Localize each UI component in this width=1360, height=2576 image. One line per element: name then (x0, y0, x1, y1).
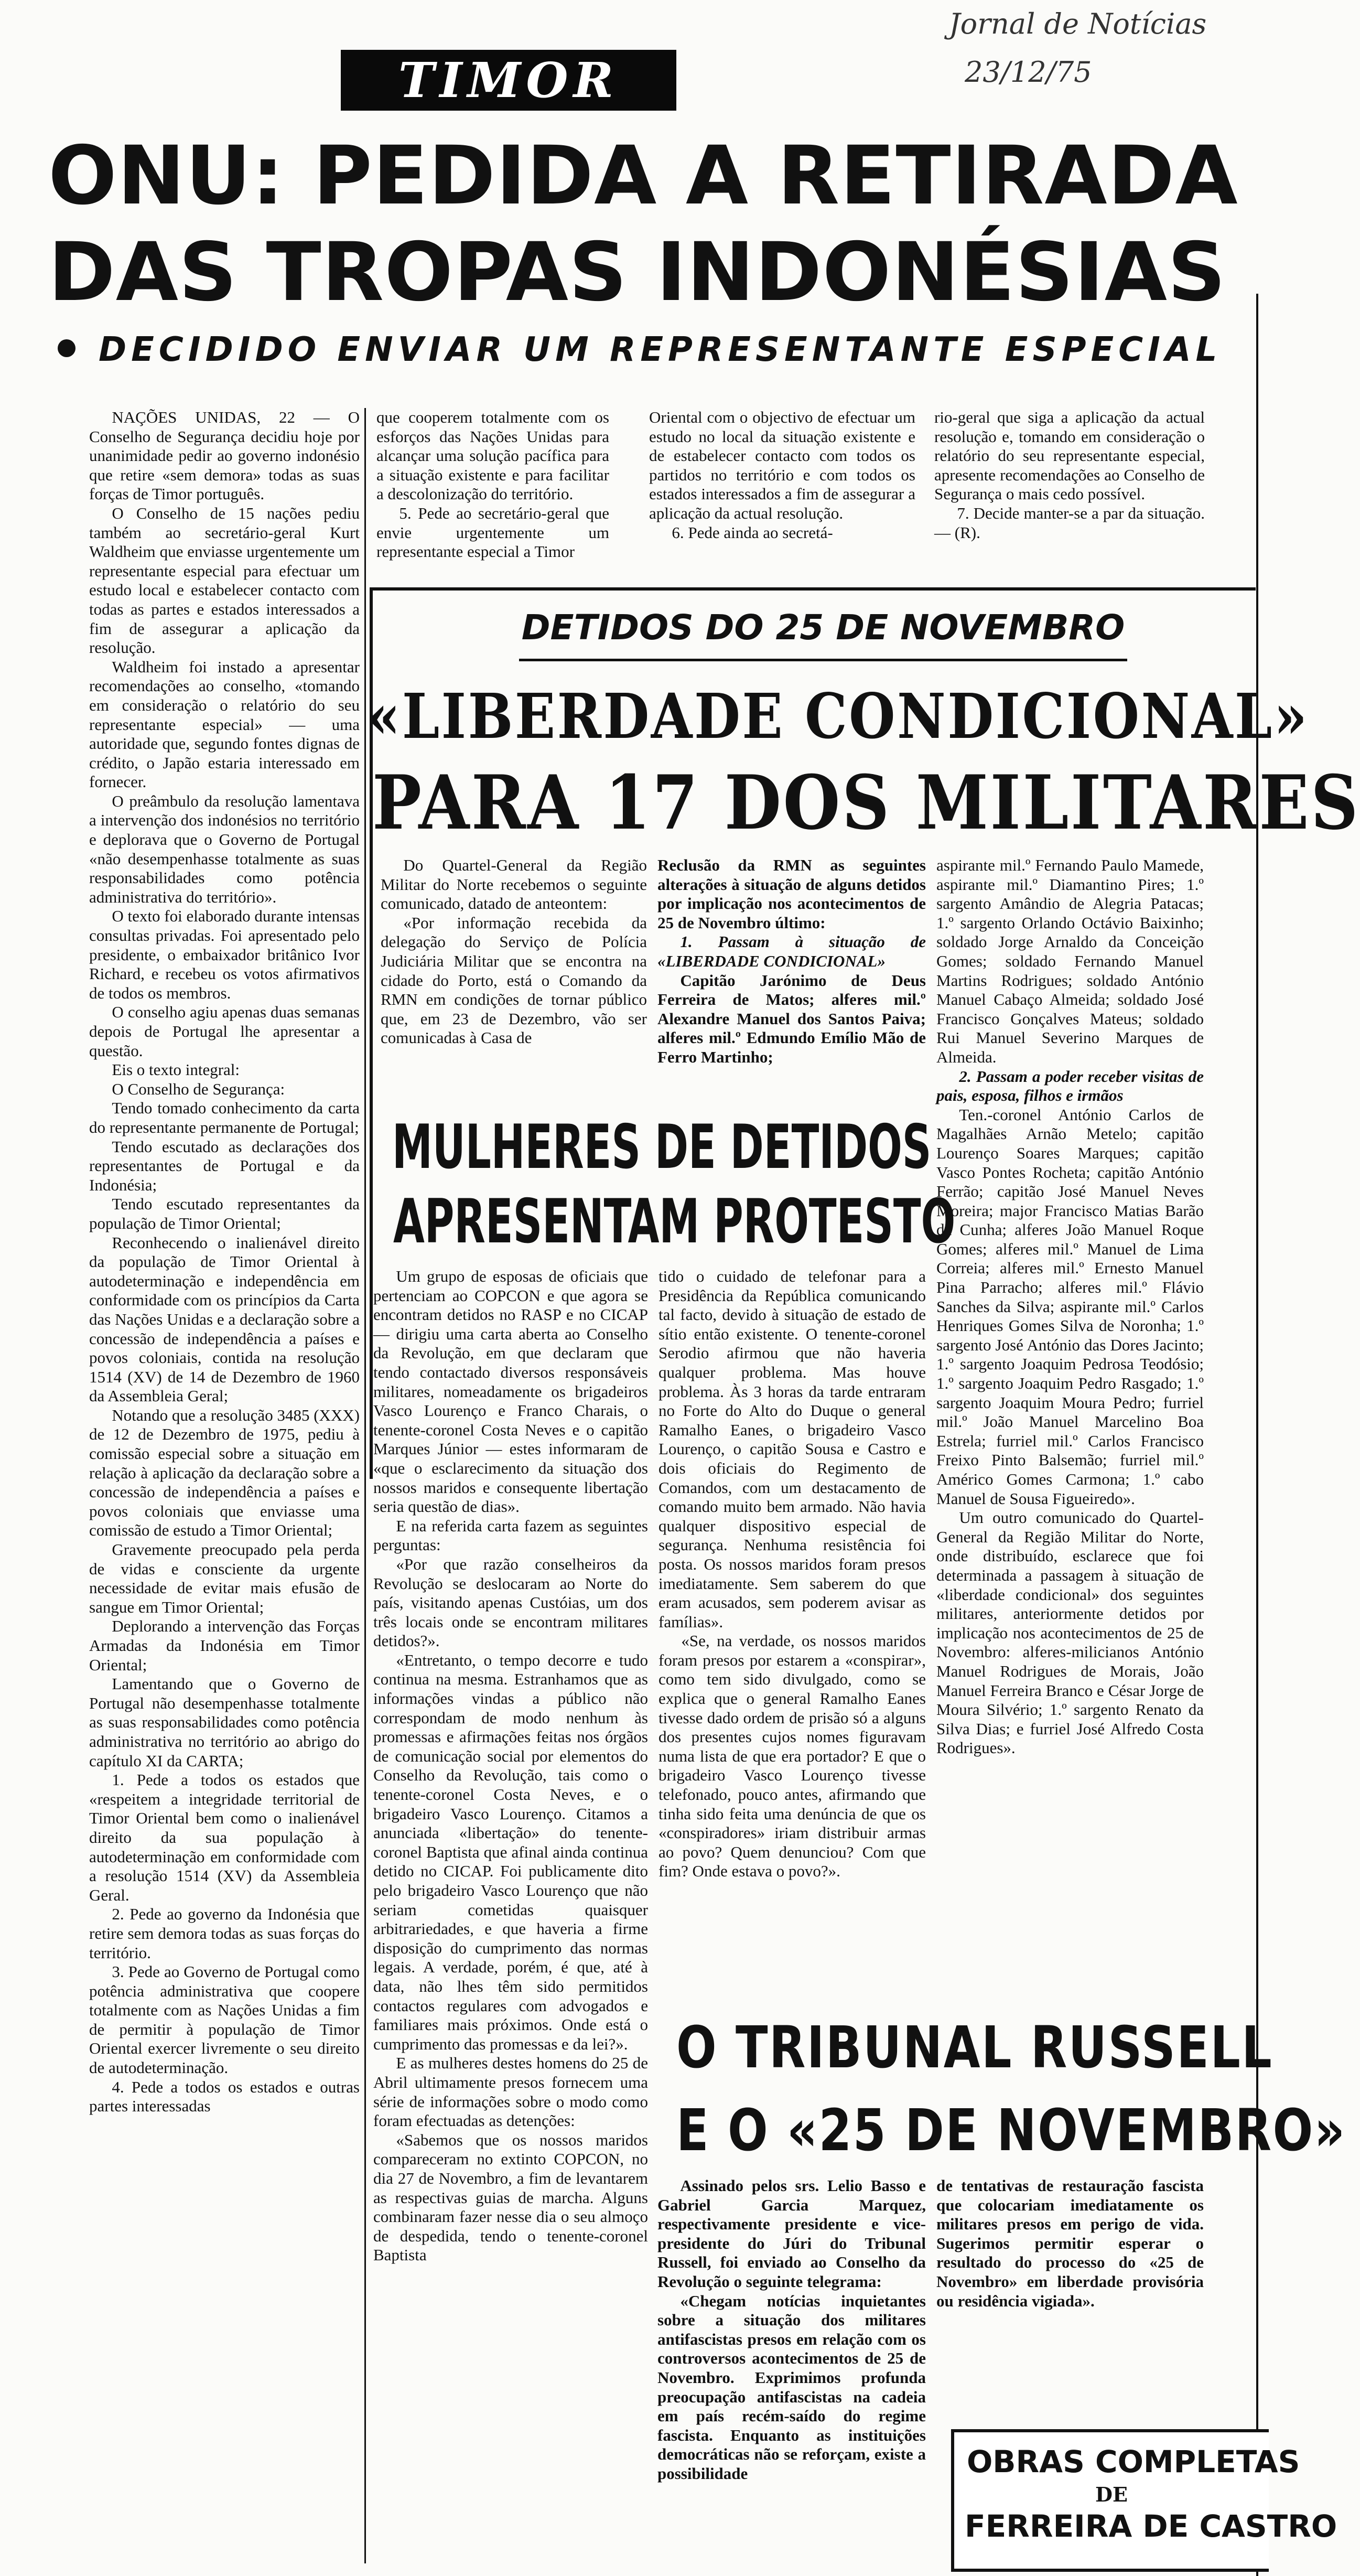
article2-col1-para: Do Quartel-General da Região Militar do Norte recebemos o seguinte comunicado, datado de anteontem: (381, 856, 647, 913)
article4-headline-line2: E O «25 DE NOVEMBRO» (676, 2097, 1346, 2164)
article2-col2-names: Capitão Jarónimo de Deus Ferreira de Matos; alferes mil.º Alexandre Manuel dos Santos Paiva; alferes mil.º Edmundo Emílio Mão de Ferro Martinho; (657, 971, 926, 1066)
advert-line1: OBRAS COMPLETAS (967, 2444, 1300, 2480)
article2-col3-para: Um outro comunicado do Quartel-General da Região Militar do Norte, onde distribuído, esclarece que foi determinada a passagem à situação de «liberdade condicional» dos seguintes militares, anteriormente detidos por implicação nos acontecimentos de 25 de Novembro: alferes-milicianos António Manuel Rodrigues de Morais, João Manuel Ferreira Branco e César Jorge de Moura Silvério; 1.º sargento Renato da Silva Dias; e furriel José Alfredo Costa Rodrigues». (936, 1508, 1204, 1757)
article2-col2-para: Reclusão da RMN as seguintes alterações à situação de alguns detidos por implicação nos acontecimentos de 25 de Novembro último: (657, 856, 926, 932)
article1-col1-para: O Conselho de 15 nações pediu também ao secretário-geral Kurt Waldheim que enviasse urgentemente um representante especial para efectuar um estudo local e estabelecer contacto com todas as partes e estados interessados a fim de assegurar a aplicação da resolução. (89, 503, 360, 657)
article1-col1-para: Gravemente preocupado pela perda de vidas e consciente da urgente necessidade de evitar mais efusão de sangue em Timor Oriental; (89, 1540, 360, 1616)
page-edge-rule (1256, 294, 1258, 2576)
article1-col3-para: 6. Pede ainda ao secretá- (672, 523, 833, 542)
article4-col1-para: «Chegam notícias inquietantes sobre a situação dos militares antifascistas presos em relação com os controversos acontecimentos de 25 de Novembro. Exprimimos profunda preocupação antifascistas na cadeia em país recém-saído do regime fascista. Enquanto as instituições democráticas não se reforçam, existe a possibilidade (657, 2291, 926, 2483)
column-divider (364, 408, 366, 2563)
handwritten-date-note: 23/12/75 (965, 56, 1092, 89)
article1-col4-para: rio-geral que siga a aplicação da actual resolução e, tomando em consideração o relatório do seu representante especial, apresente recomendações ao Conselho de Segurança o mais cedo possível. (934, 408, 1205, 503)
article1-headline-line2: DAS TROPAS INDONÉSIAS (48, 226, 1226, 319)
article3-col2-para: tido o cuidado de telefonar para a Presidência da República comunicando tal facto, devido à situação de estado de sítio então existente. O tenente-coronel Serodio afirmou que não haveria qualquer problema. Mas houve problema. Às 3 horas da tarde entraram no Forte do Alto do Duque o general Ramalho Eanes, o brigadeiro Vasco Lourenço, o capitão Sousa e Castro e dois oficiais do Regimento de Comandos, com um destacamento de comando muito bem armado. Não havia qualquer dispositivo especial de segurança. Nenhuma resistência foi posta. Os nossos maridos foram presos imediatamente. Sem saberem do que eram acusados, sem poderem avisar as famílias». (659, 1267, 926, 1631)
article1-col1-para: Notando que a resolução 3485 (XXX) de 12 de Dezembro de 1975, pediu à comissão especial sobre a situação em relação à aplicação da declaração sobre a concessão de independência a países e povos coloniais que enviasse uma comissão de estudo a Timor Oriental; (89, 1405, 360, 1540)
article1-col1-para: O preâmbulo da resolução lamentava a intervenção dos indonésios no território e deplorava que o Governo de Portugal «não desempenhasse totalmente as suas responsabilidades como potência administrativa do território». (89, 791, 360, 906)
article1-headline-line1: ONU: PEDIDA A RETIRADA (48, 129, 1238, 223)
article3-column-2 (659, 1267, 926, 1881)
section-label-timor: TIMOR (341, 50, 676, 111)
article1-col1-para: Tendo escutado representantes da população de Timor Oriental; (89, 1195, 360, 1232)
article1-col1-para: Eis o texto integral: (112, 1060, 240, 1079)
article2-headline-line1: «LIBERDADE CONDICIONAL» (367, 680, 1309, 753)
article1-col1-para: O Conselho de Segurança: (112, 1079, 285, 1098)
article2-column-3 (936, 856, 1204, 1758)
handwritten-source-note: Jornal de Notícias (949, 7, 1207, 40)
article4-headline-line1: O TRIBUNAL RUSSELL (676, 2014, 1273, 2081)
article4-col1-para: Assinado pelos srs. Lelio Basso e Gabriel Garcia Marquez, respectivamente presidente e vice-presidente do Júri do Tribunal Russell, foi enviado ao Conselho da Revolução o seguinte telegrama: (657, 2176, 926, 2291)
bullet-icon (58, 339, 75, 357)
article1-col1-para: 4. Pede a todos os estados e outras partes interessadas (89, 2077, 360, 2116)
article4-col2-para: de tentativas de restauração fascista que colocariam imediatamente os militares presos em perigo de vida. Sugerimos permitir esperar o resultado do processo do «25 de Novembro» em liberdade provisória ou residência vigiada». (936, 2176, 1204, 2310)
article2-col1-para: «Por informação recebida da delegação do Serviço de Polícia Judiciária Militar que se encontra na cidade do Porto, está o Comando da RMN em condições de tornar público que, em 23 de Dezembro, vão ser comunicadas à Casa de (381, 913, 647, 1047)
article1-col1-para: Reconhecendo o inalienável direito da população de Timor Oriental à autodeterminação e independência em conformidade com os princípios da Carta das Nações Unidas e a declaração sobre a concessão de independência a países e povos coloniais, contida na resolução 1514 (XV) de 14 de Dezembro de 1960 da Assembleia Geral; (89, 1233, 360, 1405)
advert-box (951, 2429, 1337, 2572)
article1-col1-para: Deplorando a intervenção das Forças Armadas da Indonésia em Timor Oriental; (89, 1617, 360, 1674)
article2-col3-para: Ten.-coronel António Carlos de Magalhães Arnão Metelo; capitão Lourenço Soares Marques; capitão Vasco Pontes Rocheta; capitão António Ferrão; capitão José Manuel Neves Moreira; major Francisco Matias Barão da Cunha; alferes João Manuel Roque Gomes; alferes mil.º Manuel de Lima Correia; alferes mil.º Ernesto Manuel Pina Parracho; alferes mil.º Flávio Sanches da Silva; aspirante mil.º Carlos Henriques Gomes Silva de Noronha; 1.º sargento José António das Dores Jacinto; 1.º sargento Joaquim Pedrosa Teodósio; 1.º sargento Joaquim Pedro Rasgado; 1.º sargento Joaquim Moura Pedro; furriel mil.º João Manuel Marcelino Boa Estrela; furriel mil.º Carlos Francisco Freixo Pinto Balsemão; furriel mil.º Américo Gomes Carmona; 1.º cabo Manuel de Sousa Figueiredo». (936, 1105, 1204, 1508)
article3-col1-para: «Entretanto, o tempo decorre e tudo continua na mesma. Estranhamos que as informações vindas a público não correspondam de modo nenhum às promessas e afirmações feitas nos órgãos de comunicação social por elementos do Conselho da Revolução, tais como o tenente-coronel Costa Neves, e o brigadeiro Vasco Lourenço. Citamos a anunciada «libertação» do tenente-coronel Baptista que afinal ainda continua detido no CICAP. Foi publicamente dito pelo brigadeiro Vasco Lourenço que não seriam cometidas quaisquer arbitrariedades, e que haveria a firme disposição do cumprimento das normas legais. A verdade, porém, é que, até à data, não lhes têm sido permitidos contactos regulares com advogados e familiares mais próximos. Onde está o cumprimento das promessas e da lei?». (373, 1650, 648, 2053)
article3-col1-para: E na referida carta fazem as seguintes perguntas: (373, 1516, 648, 1554)
article1-column-3 (649, 408, 915, 542)
article3-col1-para: «Sabemos que os nossos maridos compareceram no extinto COPCON, no dia 27 de Novembro, a fim de levantarem as respectivas guias de marcha. Alguns combinaram fazer nesse dia o seu almoço de despedida, tendo o tenente-coronel Baptista (373, 2130, 648, 2264)
article3-headline-line1: MULHERES DE DETIDOS (392, 1112, 932, 1183)
article1-column-1 (89, 408, 360, 2116)
article1-col1-para: 3. Pede ao Governo de Portugal como potência administrativa que coopere totalmente com as Nações Unidas a fim de permitir à população de Timor Oriental exercer livremente o seu direito de autodeterminação. (89, 1962, 360, 2077)
article3-headline-line2: APRESENTAM PROTESTO (393, 1186, 956, 1257)
article4-column-2 (936, 2176, 1204, 2311)
article3-col1-para: «Por que razão conselheiros da Revolução se deslocaram ao Norte do país, visitando apenas Custóias, um dos três locais onde se encontram militares detidos?». (373, 1554, 648, 1650)
article2-col3-subhead: 2. Passam a poder receber visitas de pais, esposa, filhos e irmãos (936, 1067, 1204, 1105)
article1-col1-para: Tendo tomado conhecimento da carta do representante permanente de Portugal; (89, 1099, 360, 1136)
article1-col1-para: Tendo escutado as declarações dos representantes de Portugal e da Indonésia; (89, 1137, 360, 1194)
article1-col4-para: 7. Decide manter-se a par da situação. — (R). (934, 503, 1205, 542)
article2-col3-para: aspirante mil.º Fernando Paulo Mamede, aspirante mil.º Diamantino Pires; 1.º sargento Amândio de Alegria Patacas; 1.º sargento Orlando Octávio Baixinho; soldado Jorge Arnaldo da Conceição Gomes; soldado Fernando Manuel Martins Rodrigues; soldado António Manuel Cabaço Almeida; soldado José Francisco Gonçalves Mateus; soldado Rui Manuel Severino Marques de Almeida. (936, 856, 1204, 1066)
article1-col2-para: que cooperem totalmente com os esforços das Nações Unidas para alcançar uma solução pacífica para a situação existente e para facilitar a descolonização do território. (376, 408, 609, 503)
article3-col1-para: Um grupo de esposas de oficiais que pertenciam ao COPCON e que agora se encontram detidos no RASP e no CICAP — dirigiu uma carta aberta ao Conselho da Revolução, em que declaram que tendo contactado diversos responsáveis militares, nomeadamente os brigadeiros Vasco Lourenço e Franco Charais, o tenente-coronel Costa Neves e o capitão Marques Júnior — estes informaram de «que o esclarecimento da situação dos nossos maridos e consequente libertação seria questão de dias». (373, 1267, 648, 1516)
article2-kicker-underline (519, 659, 1127, 661)
article1-col2-para: 5. Pede ao secretário-geral que envie urgentemente um representante especial a Timor (376, 503, 609, 561)
article1-column-2 (376, 408, 609, 562)
article2-headline-line2: PARA 17 DOS MILITARES (372, 759, 1360, 846)
article3-col1-para: E as mulheres destes homens do 25 de Abril ultimamente presos fornecem uma série de informações sobre o modo como foram efectuadas as detenções: (373, 2054, 648, 2130)
article1-col1-para: NAÇÕES UNIDAS, 22 — O Conselho de Segurança decidiu hoje por unanimidade pedir ao governo indonésio que retire «sem demora» todas as suas forças de Timor português. (89, 408, 360, 503)
article2-kicker: DETIDOS DO 25 DE NOVEMBRO (521, 607, 1125, 648)
article1-col1-para: 1. Pede a todos os estados que «respeitem a integridade territorial de Timor Oriental bem como o inalienável direito da sua população à autodeterminação em conformidade com a resolução 1514 (XV) da Assembleia Geral. (89, 1770, 360, 1904)
article1-col1-para: O conselho agiu apenas duas semanas depois de Portugal lhe apresentar a questão. (89, 1003, 360, 1060)
article3-column-1 (373, 1267, 648, 2265)
article1-deck-text: DECIDIDO ENVIAR UM REPRESENTANTE ESPECIAL (99, 330, 1222, 369)
article1-col1-para: Lamentando que o Governo de Portugal não desempenhasse totalmente as suas responsabilidades como potência administrativa no território ao abrigo do capítulo XI da CARTA; (89, 1675, 360, 1770)
article2-column-2 (657, 856, 926, 1067)
advert-line3: FERREIRA DE CASTRO (965, 2508, 1337, 2544)
article1-col3-para: Oriental com o objectivo de efectuar um estudo no local da situação existente e de estabelecer contacto com todos os partidos no território e com todos os estados interessados a fim de assegurar a aplicação da actual resolução. (649, 408, 915, 522)
article1-column-4 (934, 408, 1205, 542)
article1-col1-para: 2. Pede ao governo da Indonésia que retire sem demora todas as suas forças do território. (89, 1905, 360, 1962)
article1-deck (58, 330, 1222, 369)
advert-line2: DE (1095, 2483, 1128, 2506)
article3-col2-para: «Se, na verdade, os nossos maridos foram presos por estarem a «conspirar», como tem sido divulgado, como se explica que o general Ramalho Eanes tivesse dado ordem de prisão só a alguns dos presentes cujos nomes figuravam numa lista de que era portador? E que o brigadeiro Vasco Lourenço tivesse telefonado, pouco antes, afirmando que tinha sido feita uma denúncia de que os «conspiradores» iriam distribuir armas ao povo? Quem denunciou? Com que fim? Onde estava o povo?». (659, 1632, 926, 1881)
article1-col1-para: Waldheim foi instado a apresentar recomendações ao conselho, «tomando em consideração o relatório do seu representante especial» — uma autoridade que, segundo fontes dignas de crédito, o Japão estaria interessado em fornecer. (89, 657, 360, 791)
article2-col2-subhead: 1. Passam à situação de «LIBERDADE CONDICIONAL» (657, 932, 926, 970)
article2-column-1 (381, 856, 647, 1048)
article2-top-rule (370, 587, 1256, 591)
article1-col1-para: O texto foi elaborado durante intensas consultas privadas. Foi apresentado pelo presidente, o embaixador britânico Ivor Richard, e recebeu os votos afirmativos de todos os membros. (89, 907, 360, 1002)
article4-column-1 (657, 2176, 926, 2484)
